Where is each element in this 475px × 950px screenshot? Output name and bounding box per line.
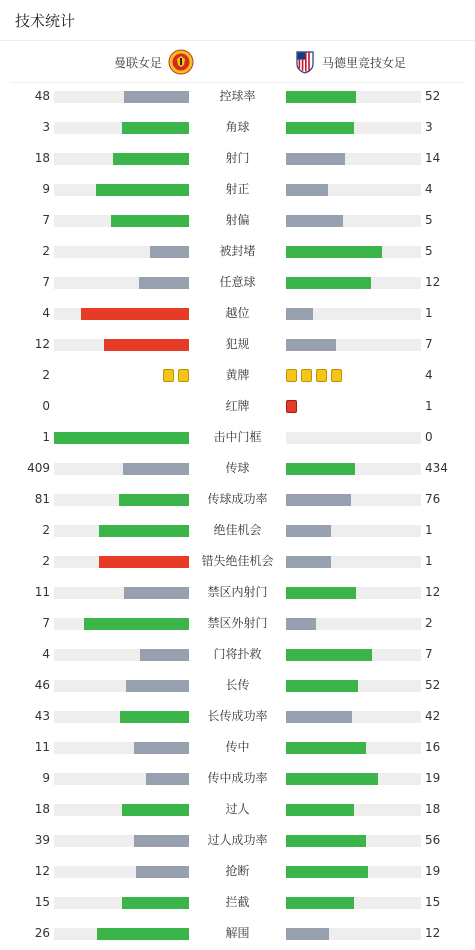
away-value: 12 <box>425 585 441 599</box>
page-title: 技术统计 <box>15 12 76 30</box>
stat-label: 传中 <box>225 740 250 754</box>
home-bar <box>54 184 189 196</box>
home-value: 7 <box>42 213 50 227</box>
away-bar-fill <box>286 153 345 165</box>
away-value: 12 <box>425 926 441 940</box>
home-bar-fill <box>96 184 189 196</box>
home-bar-fill <box>146 773 189 785</box>
stat-label: 黄牌 <box>225 368 250 382</box>
home-value: 7 <box>42 275 50 289</box>
home-bar-fill <box>54 432 189 444</box>
stat-label: 击中门框 <box>213 430 262 444</box>
away-bar-fill <box>286 184 328 196</box>
away-bar <box>286 897 421 909</box>
stat-row <box>0 112 475 143</box>
stat-label: 角球 <box>225 120 250 134</box>
home-bar-fill <box>122 897 190 909</box>
stat-label: 过人 <box>225 802 250 816</box>
away-bar <box>286 494 421 506</box>
home-bar-fill <box>123 463 189 475</box>
stat-row <box>0 763 475 794</box>
away-value: 1 <box>425 523 433 537</box>
yellow-card-icon <box>163 369 174 382</box>
away-value: 0 <box>425 430 433 444</box>
stat-row <box>0 391 475 422</box>
home-team[interactable] <box>114 48 194 76</box>
home-bar-fill <box>119 494 189 506</box>
away-value: 1 <box>425 554 433 568</box>
away-cards <box>286 400 297 413</box>
home-value: 2 <box>42 244 50 258</box>
home-bar <box>54 494 189 506</box>
home-value: 0 <box>42 399 50 413</box>
home-bar <box>54 866 189 878</box>
away-bar <box>286 122 421 134</box>
home-value: 1 <box>42 430 50 444</box>
away-bar <box>286 804 421 816</box>
home-bar-fill <box>136 866 189 878</box>
away-bar-fill <box>286 897 354 909</box>
stat-label: 拦截 <box>225 895 250 909</box>
away-bar <box>286 556 421 568</box>
stat-label: 射偏 <box>225 213 250 227</box>
home-value: 12 <box>34 864 50 878</box>
away-bar <box>286 773 421 785</box>
home-bar-fill <box>120 711 189 723</box>
away-bar-fill <box>286 866 368 878</box>
home-bar <box>54 742 189 754</box>
home-value: 4 <box>42 306 50 320</box>
stat-row <box>0 143 475 174</box>
stat-label: 错失绝佳机会 <box>201 554 274 568</box>
home-bar-fill <box>84 618 189 630</box>
atletico-madrid-crest-icon <box>292 49 318 75</box>
stat-label: 门将扑救 <box>213 647 262 661</box>
away-value: 4 <box>425 368 433 382</box>
yellow-card-icon <box>301 369 312 382</box>
away-bar-fill <box>286 804 354 816</box>
home-value: 46 <box>34 678 50 692</box>
home-bar-fill <box>124 91 189 103</box>
stat-row <box>0 81 475 112</box>
stat-row <box>0 701 475 732</box>
away-bar <box>286 649 421 661</box>
stat-label: 禁区外射门 <box>207 616 268 630</box>
home-bar-fill <box>150 246 189 258</box>
stat-row <box>0 422 475 453</box>
stat-row <box>0 205 475 236</box>
stat-row <box>0 329 475 360</box>
home-bar <box>54 153 189 165</box>
stat-label: 控球率 <box>219 89 256 103</box>
away-value: 5 <box>425 213 433 227</box>
home-bar-fill <box>97 928 189 940</box>
home-bar-fill <box>81 308 189 320</box>
home-value: 81 <box>34 492 50 506</box>
away-bar-fill <box>286 773 378 785</box>
home-value: 9 <box>42 771 50 785</box>
away-value: 434 <box>425 461 448 475</box>
home-value: 18 <box>34 802 50 816</box>
stat-label: 抢断 <box>225 864 250 878</box>
home-value: 11 <box>34 740 50 754</box>
yellow-card-icon <box>286 369 297 382</box>
away-bar-fill <box>286 680 358 692</box>
away-bar <box>286 618 421 630</box>
stat-label: 长传 <box>225 678 250 692</box>
away-bar-fill <box>286 835 366 847</box>
away-bar-fill <box>286 277 371 289</box>
away-value: 16 <box>425 740 441 754</box>
away-bar-fill <box>286 122 354 134</box>
away-value: 7 <box>425 337 433 351</box>
stat-row <box>0 267 475 298</box>
home-value: 15 <box>34 895 50 909</box>
stat-label: 解围 <box>225 926 250 940</box>
stat-row <box>0 732 475 763</box>
away-bar-fill <box>286 525 331 537</box>
home-bar-fill <box>126 680 189 692</box>
stat-label: 长传成功率 <box>207 709 268 723</box>
away-bar-fill <box>286 494 351 506</box>
away-bar <box>286 153 421 165</box>
title-divider <box>0 40 475 41</box>
home-bar <box>54 215 189 227</box>
stat-label: 犯规 <box>225 337 250 351</box>
away-bar <box>286 742 421 754</box>
stat-row <box>0 887 475 918</box>
away-cards <box>286 369 342 382</box>
home-bar <box>54 711 189 723</box>
away-value: 42 <box>425 709 441 723</box>
away-value: 4 <box>425 182 433 196</box>
home-value: 48 <box>34 89 50 103</box>
home-value: 2 <box>42 554 50 568</box>
away-bar-fill <box>286 339 336 351</box>
home-bar <box>54 308 189 320</box>
stat-row <box>0 639 475 670</box>
away-bar <box>286 680 421 692</box>
away-team[interactable] <box>292 48 406 76</box>
stats-list <box>0 81 475 949</box>
away-value: 76 <box>425 492 441 506</box>
manchester-united-crest-icon <box>168 49 194 75</box>
away-value: 14 <box>425 151 441 165</box>
away-value: 2 <box>425 616 433 630</box>
stat-row <box>0 670 475 701</box>
home-cards <box>163 369 189 382</box>
home-bar-fill <box>113 153 189 165</box>
home-bar <box>54 897 189 909</box>
away-value: 12 <box>425 275 441 289</box>
away-value: 52 <box>425 678 441 692</box>
away-bar <box>286 308 421 320</box>
away-bar-fill <box>286 587 356 599</box>
away-bar-fill <box>286 711 352 723</box>
home-bar <box>54 556 189 568</box>
away-bar <box>286 277 421 289</box>
home-bar-fill <box>139 277 189 289</box>
away-bar-fill <box>286 91 356 103</box>
stat-row <box>0 918 475 949</box>
stat-row <box>0 825 475 856</box>
home-value: 7 <box>42 616 50 630</box>
away-bar <box>286 525 421 537</box>
stat-row <box>0 360 475 391</box>
away-value: 18 <box>425 802 441 816</box>
stat-row <box>0 794 475 825</box>
home-bar <box>54 122 189 134</box>
home-bar <box>54 649 189 661</box>
away-bar <box>286 866 421 878</box>
stat-label: 红牌 <box>225 399 250 413</box>
home-value: 11 <box>34 585 50 599</box>
stat-label: 被封堵 <box>219 244 256 258</box>
home-bar <box>54 277 189 289</box>
away-bar-fill <box>286 928 329 940</box>
home-bar-fill <box>99 556 189 568</box>
home-value: 2 <box>42 368 50 382</box>
away-value: 15 <box>425 895 441 909</box>
away-bar <box>286 835 421 847</box>
stat-row <box>0 856 475 887</box>
yellow-card-icon <box>178 369 189 382</box>
home-bar-fill <box>104 339 189 351</box>
away-bar <box>286 432 421 444</box>
home-value: 4 <box>42 647 50 661</box>
home-team-name: 曼联女足 <box>114 55 163 70</box>
away-bar-fill <box>286 649 372 661</box>
home-value: 12 <box>34 337 50 351</box>
away-team-name: 马德里竞技女足 <box>322 55 407 70</box>
away-bar-fill <box>286 463 355 475</box>
away-bar-fill <box>286 215 343 227</box>
home-bar <box>54 432 189 444</box>
stat-label: 禁区内射门 <box>207 585 268 599</box>
away-value: 7 <box>425 647 433 661</box>
home-bar-fill <box>122 804 190 816</box>
away-bar-fill <box>286 618 316 630</box>
home-bar <box>54 339 189 351</box>
home-bar-fill <box>140 649 189 661</box>
home-value: 18 <box>34 151 50 165</box>
stat-label: 过人成功率 <box>207 833 268 847</box>
away-bar <box>286 339 421 351</box>
stat-label: 越位 <box>225 306 250 320</box>
away-value: 19 <box>425 864 441 878</box>
away-bar <box>286 587 421 599</box>
home-bar-fill <box>122 122 190 134</box>
away-bar <box>286 928 421 940</box>
home-bar <box>54 773 189 785</box>
away-value: 56 <box>425 833 441 847</box>
home-bar <box>54 463 189 475</box>
stat-label: 绝佳机会 <box>213 523 262 537</box>
away-bar <box>286 711 421 723</box>
home-bar <box>54 835 189 847</box>
stat-label: 射正 <box>225 182 250 196</box>
away-bar-fill <box>286 556 331 568</box>
home-value: 39 <box>34 833 50 847</box>
home-bar-fill <box>124 587 189 599</box>
stat-row <box>0 577 475 608</box>
stat-row <box>0 515 475 546</box>
home-value: 9 <box>42 182 50 196</box>
away-bar-fill <box>286 742 366 754</box>
away-value: 3 <box>425 120 433 134</box>
stat-row <box>0 484 475 515</box>
stat-label: 射门 <box>225 151 250 165</box>
home-value: 43 <box>34 709 50 723</box>
away-value: 19 <box>425 771 441 785</box>
home-bar <box>54 525 189 537</box>
stat-label: 传球成功率 <box>207 492 268 506</box>
away-bar <box>286 91 421 103</box>
home-bar <box>54 587 189 599</box>
home-bar-fill <box>111 215 189 227</box>
stat-row <box>0 174 475 205</box>
home-bar <box>54 680 189 692</box>
stat-row <box>0 608 475 639</box>
home-bar-fill <box>134 742 189 754</box>
stat-row <box>0 546 475 577</box>
home-bar <box>54 246 189 258</box>
stat-row <box>0 236 475 267</box>
stat-row <box>0 298 475 329</box>
away-value: 5 <box>425 244 433 258</box>
home-bar-fill <box>134 835 189 847</box>
stat-row <box>0 453 475 484</box>
home-value: 2 <box>42 523 50 537</box>
home-bar <box>54 91 189 103</box>
home-bar-fill <box>99 525 189 537</box>
away-bar <box>286 184 421 196</box>
stat-label: 任意球 <box>219 275 256 289</box>
home-value: 409 <box>27 461 50 475</box>
yellow-card-icon <box>316 369 327 382</box>
home-value: 26 <box>34 926 50 940</box>
red-card-icon <box>286 400 297 413</box>
away-bar <box>286 215 421 227</box>
away-bar-fill <box>286 308 313 320</box>
away-value: 1 <box>425 306 433 320</box>
away-value: 52 <box>425 89 441 103</box>
home-bar <box>54 804 189 816</box>
home-value: 3 <box>42 120 50 134</box>
away-value: 1 <box>425 399 433 413</box>
away-bar <box>286 246 421 258</box>
away-bar <box>286 463 421 475</box>
stat-label: 传球 <box>225 461 250 475</box>
home-bar <box>54 928 189 940</box>
away-bar-fill <box>286 246 382 258</box>
home-bar <box>54 618 189 630</box>
yellow-card-icon <box>331 369 342 382</box>
stat-label: 传中成功率 <box>207 771 268 785</box>
